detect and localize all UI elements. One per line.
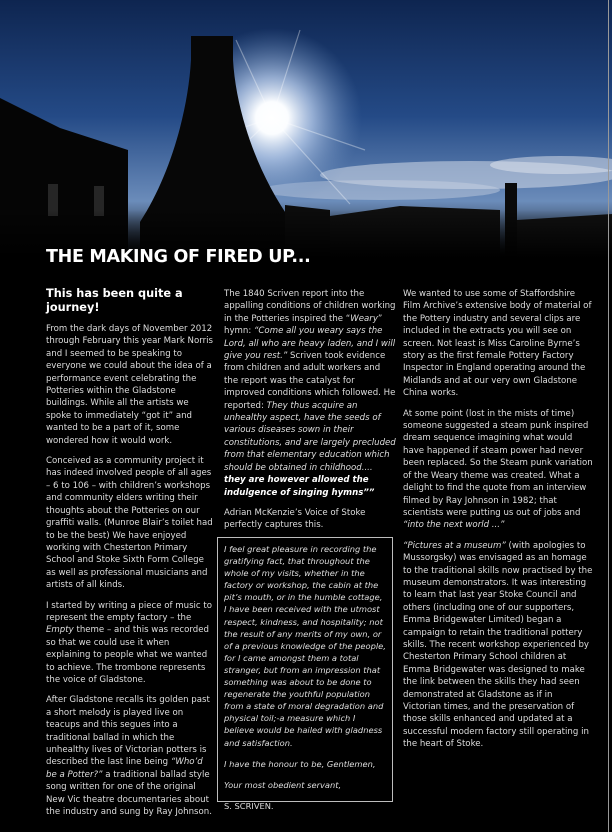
- quote-signature: S. SCRIVEN.: [224, 800, 274, 811]
- col2-paragraph-1: The 1840 Scriven report into the appalling conditions of children working in the Potteries inspired the “Weary” hymn: “Come all you weary says the Lord, all who are heavy laden, and I will give you rest.” Scriven took evidence from children and adult workers and the report was the catalyst for improved conditions which followed. He reported: They thus acquire an unhealthy aspect, have the seeds of various diseases sown in their constitutions, and are largely precluded from that elementary education which should be obtained in childhood.... they are however allowed the indulgence of singing hymns””: [224, 289, 396, 498]
- quote-paragraph: I feel great pleasure in recording the gratifying fact, that throughout the whole of my visits, whether in the factory or workshop, the cabin at the pit’s mouth, or in the humble cottage, I have been received with the utmost respect, kindness, and hospitality; not the result of any merits of my own, or of a previous knowledge of the people, for I came amongst them a total stranger, but from an impression that something was about to be done to regenerate the youthful population from a state of moral degradation and physical toil;-a measure which I believe would be hailed with gladness and satisfaction.: [224, 544, 386, 748]
- col1-paragraph-4: After Gladstone recalls its golden past a short melody is played live on teacups and this segues into a traditional ballad in which the unhealthy lives of Victorian potters is described the last line being “Who’d be a Potter?” a traditional ballad style song written for one of the original New Vic theatre documentaries about the industry and sung by Ray Johnson.: [46, 695, 212, 818]
- col3-paragraph-2: At some point (lost in the mists of time) someone suggested a steam punk inspired dream sequence imagining what would have happened if steam power had never been replaced. So the Steam punk variation of the Weary theme was created. What a delight to find the quote from an interview filmed by Ray Johnson in 1982; that scientists were putting us out of jobs and “into the next world ...”: [403, 408, 593, 531]
- scriven-quote-box: [217, 537, 393, 811]
- bottle-kiln-silhouette-image: [0, 0, 612, 258]
- hero-photo: [0, 0, 612, 258]
- column-2: [224, 288, 396, 540]
- article-title: THE MAKING OF FIRED UP...: [46, 247, 311, 267]
- quote-closing: I have the honour to be, Gentlemen,: [224, 758, 376, 769]
- col1-paragraph-1: From the dark days of November 2012 through February this year Mark Norris and I seemed to be speaking to everyone we could about the idea of a performance event celebrating the Potteries within the Gladstone buildings. While all the artists we spoke to immediately “got it” and wanted to be a part of it, some wondered how it would work.: [46, 324, 214, 446]
- article-subheading: This has been quite a journey!: [46, 287, 183, 314]
- column-1: [46, 287, 214, 826]
- col1-paragraph-3: I started by writing a piece of music to represent the empty factory – the Empty theme – and this was recorded so that we could use it when explaining to people what we wanted to achieve. The trombone represents the voice of Gladstone.: [46, 600, 213, 685]
- col3-paragraph-1: We wanted to use some of Staffordshire Film Archive’s extensive body of material of the Pottery industry and several clips are included in the extracts you will see on screen. Not least is Miss Caroline Byrne’s story as the first female Pottery Factory Inspector in England operating around the Midlands and at our very own Gladstone China works.: [403, 289, 592, 399]
- page-edge-rule: [608, 0, 609, 832]
- column-3: [403, 288, 593, 759]
- col3-paragraph-3: “Pictures at a museum” (with apologies to Mussorgsky) was envisaged as an homage to the traditional skills now practised by the museum demonstrators. It was interesting to learn that last year Stoke Council and others (including one of our supporters, Emma Bridgewater Limited) began a campaign to retain the traditional pottery skills. The recent workshop experienced by Chesterton Primary School children at Emma Bridgewater was designed to make the link between the skills they had seen demonstrated at Gladstone as if in Victorian times, and the preservation of those skills enhanced and updated at a successful modern factory still operating in the heart of Stoke.: [403, 540, 593, 750]
- quote-valediction: Your most obedient servant,: [224, 779, 342, 790]
- col2-paragraph-2: Adrian McKenzie’s Voice of Stoke perfectly captures this.: [224, 507, 366, 531]
- col1-paragraph-2: Conceived as a community project it has indeed involved people of all ages – 6 to 106 – with children’s workshops and community elders writing their thoughts about the Potteries on our graffiti walls. (Munroe Blair’s toilet had to be the best) We have enjoyed working with Chesterton Primary School and Stoke Sixth Form College as well as professional musicians and artists of all kinds.: [46, 456, 213, 591]
